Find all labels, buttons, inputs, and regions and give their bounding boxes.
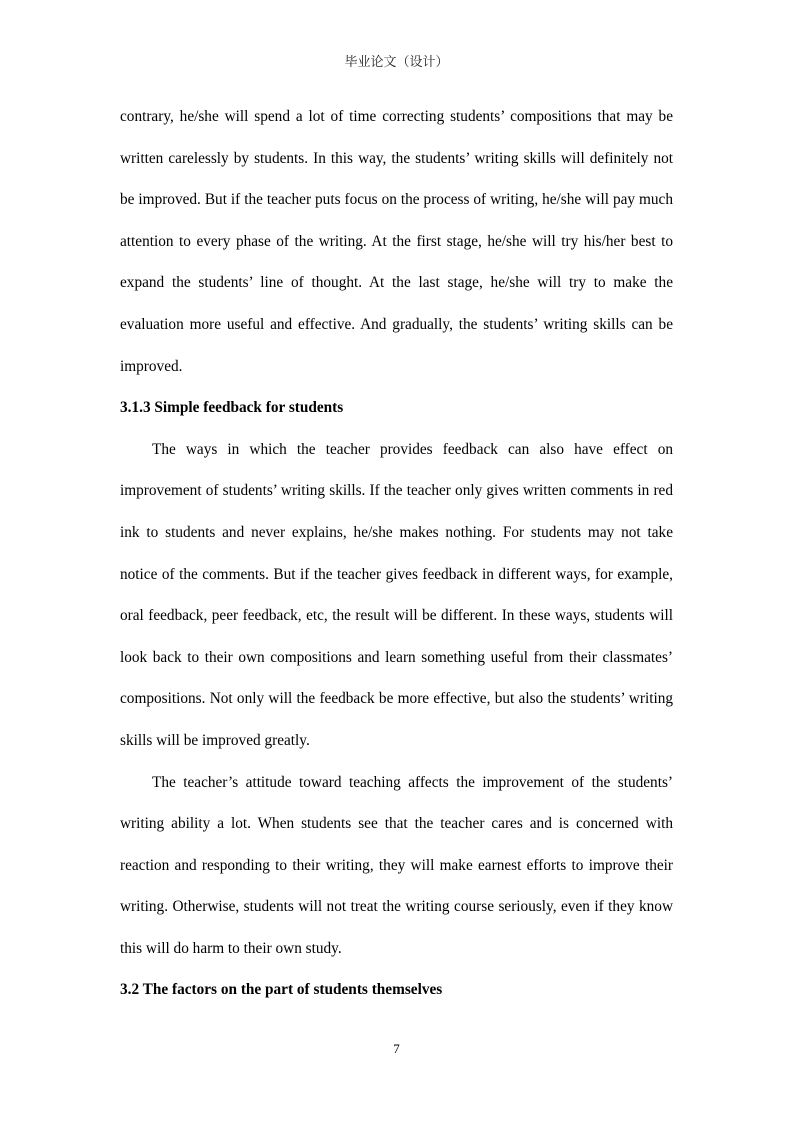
page-number: 7 (393, 1041, 400, 1056)
section-heading-3-1-3: 3.1.3 Simple feedback for students (120, 399, 344, 417)
document-body (120, 96, 673, 1011)
paragraph-continuation: contrary, he/she will spend a lot of time correcting students’ compositions that may be written carelessly by students. In this way, the students’ writing skills will definitely not be improved. But if the teacher puts focus on the process of writing, he/she will pay much attention to every phase of the writing. At the first stage, he/she will try his/her best to expand the students’ line of thought. At the last stage, he/she will try to make the evaluation more useful and effective. And gradually, the students’ writing skills can be improved. (120, 108, 673, 375)
paragraph-feedback: The ways in which the teacher provides feedback can also have effect on improvement of students’ writing skills. If the teacher only gives written comments in red ink to students and never explains, he/she makes nothing. For students may not take notice of the comments. But if the teacher gives feedback in different ways, for example, oral feedback, peer feedback, etc, the result will be different. In these ways, students will look back to their own compositions and learn something useful from their classmates’ compositions. Not only will the feedback be more effective, but also the students’ writing skills will be improved greatly. (120, 440, 673, 749)
section-heading-3-2: 3.2 The factors on the part of students themselves (120, 981, 443, 999)
page-header: 毕业论文（设计） (344, 55, 449, 70)
paragraph-attitude: The teacher’s attitude toward teaching affects the improvement of the students’ writing ability a lot. When students see that the teacher cares and is concerned with reaction and responding to their writing, they will make earnest efforts to improve their writing. Otherwise, students will not treat the writing course seriously, even if they know this will do harm to their own study. (120, 773, 673, 957)
